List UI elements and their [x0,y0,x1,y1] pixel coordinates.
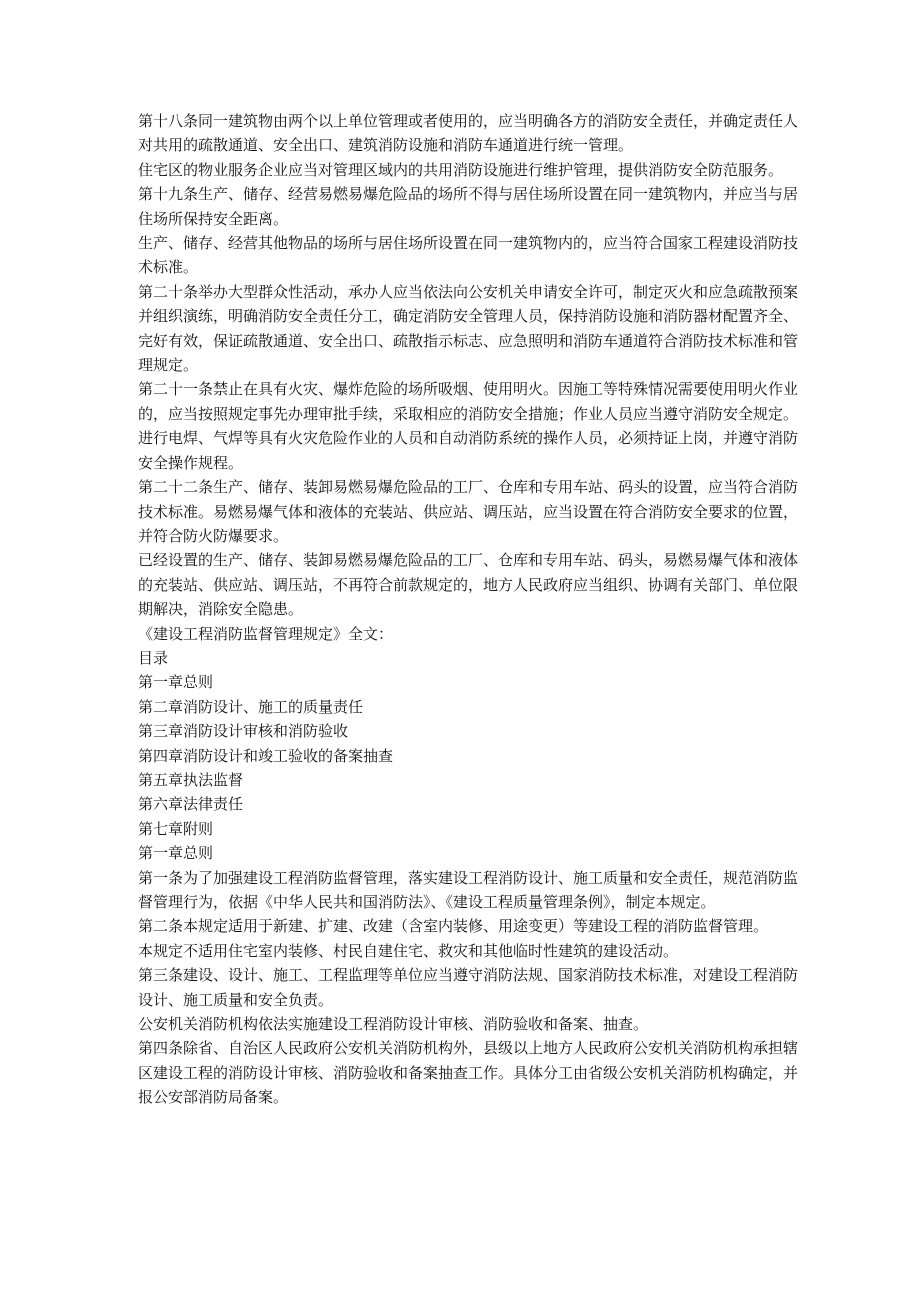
chapter-1-heading: 第一章总则 [138,844,214,863]
document-title: 《建设工程消防监督管理规定》全文： [138,624,394,643]
paragraph-article-20: 第二十条举办大型群众性活动，承办人应当依法向公安机关申请安全许可，制定灭火和应急疏散预案并组织演练，明确消防安全责任分工，确定消防安全管理人员，保持消防设施和消防器材配置齐全、完好有效，保证疏散通道、安全出口、疏散指示标志、应急照明和消防车通道符合消防技术标准和管理规定。 [138,282,799,375]
paragraph-article-21: 第二十一条禁止在具有火灾、爆炸危险的场所吸烟、使用明火。因施工等特殊情况需要使用明火作业的，应当按照规定事先办理审批手续，采取相应的消防安全措施；作业人员应当遵守消防安全规定。 [138,380,799,423]
paragraph-article-22: 第二十二条生产、储存、装卸易燃易爆危险品的工厂、仓库和专用车站、码头的设置，应当符合消防技术标准。易燃易爆气体和液体的充装站、供应站、调压站，应当设置在符合消防安全要求的位置，并符合防火防爆要求。 [138,478,799,545]
toc-item-chapter-3: 第三章消防设计审核和消防验收 [138,722,349,741]
paragraph-article-2: 第二条本规定适用于新建、扩建、改建（含室内装修、用途变更）等建设工程的消防监督管理。 [138,917,769,936]
paragraph-fire-agency: 公安机关消防机构依法实施建设工程消防设计审核、消防验收和备案、抽查。 [138,1015,649,1034]
paragraph-existing-facilities: 已经设置的生产、储存、装卸易燃易爆危险品的工厂、仓库和专用车站、码头，易燃易爆气体和液体的充装站、供应站、调压站，不再符合前款规定的，地方人民政府应当组织、协调有关部门、单位限期解决，消除安全隐患。 [138,551,799,619]
paragraph-welding: 进行电焊、气焊等具有火灾危险作业的人员和自动消防系统的操作人员，必须持证上岗，并遵守消防安全操作规程。 [138,429,799,472]
document-body [138,109,798,1110]
paragraph-article-3: 第三条建设、设计、施工、工程监理等单位应当遵守消防法规、国家消防技术标准，对建设工程消防设计、施工质量和安全负责。 [138,966,799,1009]
toc-item-chapter-1: 第一章总则 [138,673,214,692]
toc-item-chapter-4: 第四章消防设计和竣工验收的备案抽查 [138,746,394,765]
toc-item-chapter-6: 第六章法律责任 [138,795,244,814]
toc-item-chapter-7: 第七章附则 [138,819,214,838]
paragraph-article-18: 第十八条同一建筑物由两个以上单位管理或者使用的，应当明确各方的消防安全责任，并确定责任人对共用的疏散通道、安全出口、建筑消防设施和消防车通道进行统一管理。 [138,112,799,155]
paragraph-other-goods: 生产、储存、经营其他物品的场所与居住场所设置在同一建筑物内的，应当符合国家工程建设消防技术标准。 [138,234,799,277]
paragraph-article-1: 第一条为了加强建设工程消防监督管理，落实建设工程消防设计、施工质量和安全责任，规范消防监督管理行为，依据《中华人民共和国消防法》、《建设工程质量管理条例》，制定本规定。 [138,868,799,911]
toc-item-chapter-5: 第五章执法监督 [138,770,244,789]
paragraph-article-19: 第十九条生产、储存、经营易燃易爆危险品的场所不得与居住场所设置在同一建筑物内，并应当与居住场所保持安全距离。 [138,185,799,228]
paragraph-exclusions: 本规定不适用住宅室内装修、村民自建住宅、救灾和其他临时性建筑的建设活动。 [138,941,679,960]
toc-item-chapter-2: 第二章消防设计、施工的质量责任 [138,697,364,716]
toc-heading: 目录 [138,648,169,667]
paragraph-article-4: 第四条除省、自治区人民政府公安机关消防机构外，县级以上地方人民政府公安机关消防机构承担辖区建设工程的消防设计审核、消防验收和备案抽查工作。具体分工由省级公安机关消防机构确定，并报公安部消防局备案。 [138,1039,799,1107]
paragraph-residential-property: 住宅区的物业服务企业应当对管理区域内的共用消防设施进行维护管理，提供消防安全防范服务。 [138,160,784,179]
